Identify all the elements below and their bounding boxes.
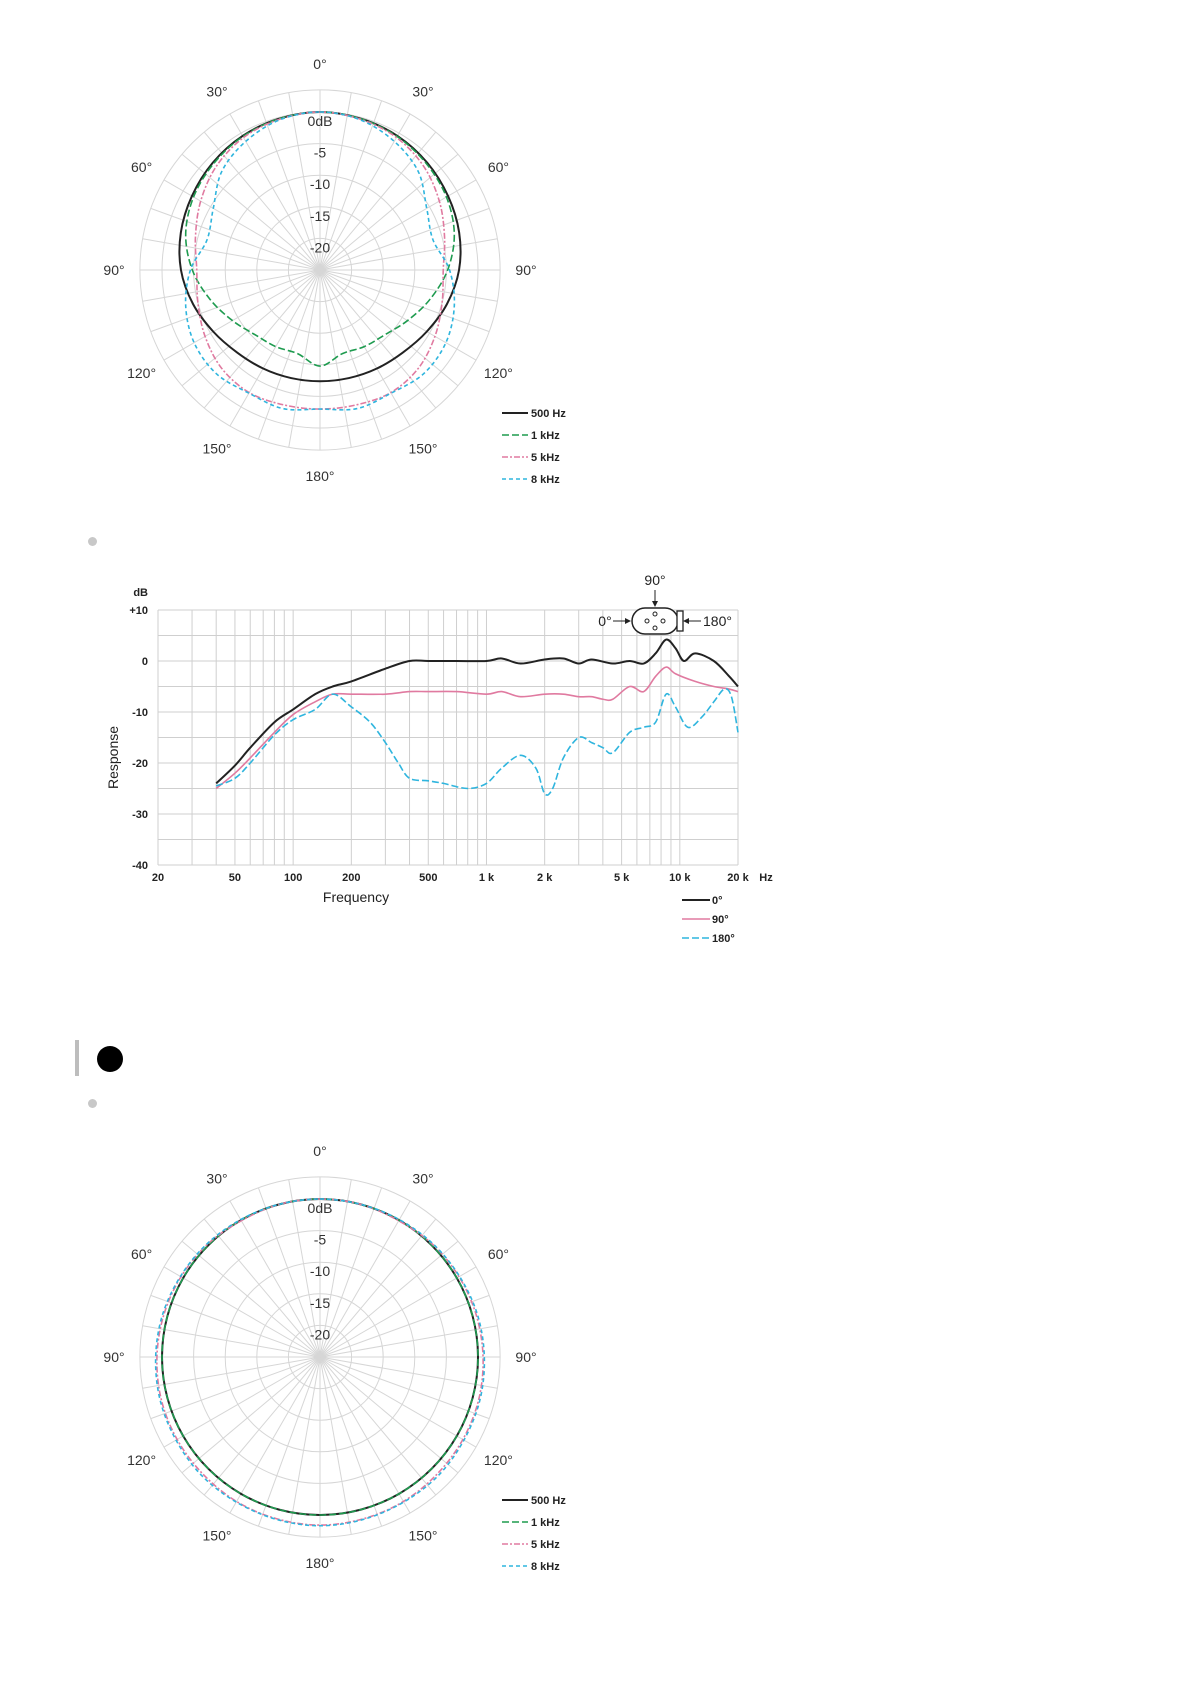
radial-tick-label: -5 [313,144,327,161]
list-bullet [88,1099,97,1108]
legend-label: 500 Hz [531,1495,566,1507]
polar-chart-1 [100,50,660,540]
angle-tick-label: 150° [202,1527,232,1544]
radial-tick-label: -10 [309,1263,331,1280]
series-line-90-deg [216,667,738,788]
radial-tick-label: 0dB [307,113,333,129]
polar-chart-2 [100,1137,660,1627]
diagram-arrowhead-left [625,618,631,624]
angle-tick-label: 120° [127,365,157,381]
legend-label: 180° [712,933,735,945]
angle-tick-label: 150° [202,440,232,457]
radial-tick-label: -15 [309,207,331,224]
angle-tick-label: 120° [483,365,513,381]
legend-label: 1 kHz [531,430,560,442]
diagram-top-label: 90° [644,572,666,588]
x-tick-label: 5 k [613,872,630,884]
angle-tick-label: 90° [515,262,537,278]
mic-connector-icon [677,611,683,631]
x-tick-label: 1 k [478,872,495,884]
radial-tick-label: -20 [309,1326,331,1343]
legend-label: 1 kHz [531,1517,560,1529]
frequency-response-chart [100,570,860,1030]
x-tick-label: 20 [151,872,165,884]
legend-label: 8 kHz [531,474,560,486]
radial-tick-label: -5 [313,1231,327,1248]
radial-tick-label: 0dB [307,1200,333,1216]
x-tick-label: 500 [419,872,438,884]
x-unit-label: Hz [759,872,773,884]
angle-tick-label: 60° [131,159,153,175]
angle-tick-label: 150° [408,440,438,457]
y-tick-label: -20 [132,758,148,770]
angle-tick-label: 30° [412,1170,434,1187]
x-tick-label: 100 [283,872,303,884]
legend-label: 5 kHz [531,1539,560,1551]
angle-tick-label: 30° [206,1170,228,1187]
radial-tick-label: -15 [309,1294,331,1311]
diagram-arrowhead-right [683,618,689,624]
angle-tick-label: 180° [305,1555,335,1571]
legend-label: 500 Hz [531,408,566,420]
angle-tick-label: 120° [127,1452,157,1468]
x-tick-label: 20 k [727,872,749,884]
angle-tick-label: 180° [305,468,335,484]
x-tick-label: 200 [342,872,361,884]
frequency-response-svg [100,570,860,1030]
y-tick-label: 0 [141,656,148,668]
angle-tick-label: 60° [131,1246,153,1262]
angle-tick-label: 90° [103,1349,125,1365]
polar-chart-1-svg [100,50,660,540]
x-tick-label: 10 k [669,872,691,884]
legend-label: 90° [712,914,729,926]
radial-tick-label: -20 [309,239,331,256]
section-marker-bar [75,1040,79,1076]
y-axis-title: Response [105,725,121,790]
angle-tick-label: 150° [408,1527,438,1544]
angle-tick-label: 30° [412,83,434,100]
angle-tick-label: 0° [313,1143,327,1159]
angle-tick-label: 120° [483,1452,513,1468]
legend-label: 5 kHz [531,452,560,464]
angle-tick-label: 60° [487,1246,509,1262]
radial-tick-label: -10 [309,176,331,193]
diagram-arrowhead-top [652,601,658,607]
legend-label: 8 kHz [531,1561,560,1573]
angle-tick-label: 60° [487,159,509,175]
y-tick-label: -40 [132,860,148,872]
angle-tick-label: 90° [515,1349,537,1365]
legend-label: 0° [712,895,723,907]
diagram-right-label: 180° [703,613,732,629]
y-tick-label: -10 [132,707,148,719]
section-marker-dot [97,1046,123,1072]
y-tick-label: +10 [129,605,148,617]
x-tick-label: 50 [228,872,242,884]
angle-tick-label: 0° [313,56,327,72]
y-tick-label: -30 [132,809,148,821]
polar-chart-2-svg [100,1137,660,1627]
diagram-left-label: 0° [598,613,612,629]
x-tick-label: 2 k [537,872,553,884]
angle-tick-label: 30° [206,83,228,100]
list-bullet [88,537,97,546]
series-line-180-deg [216,689,738,795]
x-axis-title: Frequency [322,889,390,905]
angle-tick-label: 90° [103,262,125,278]
y-unit-label: dB [133,587,148,599]
